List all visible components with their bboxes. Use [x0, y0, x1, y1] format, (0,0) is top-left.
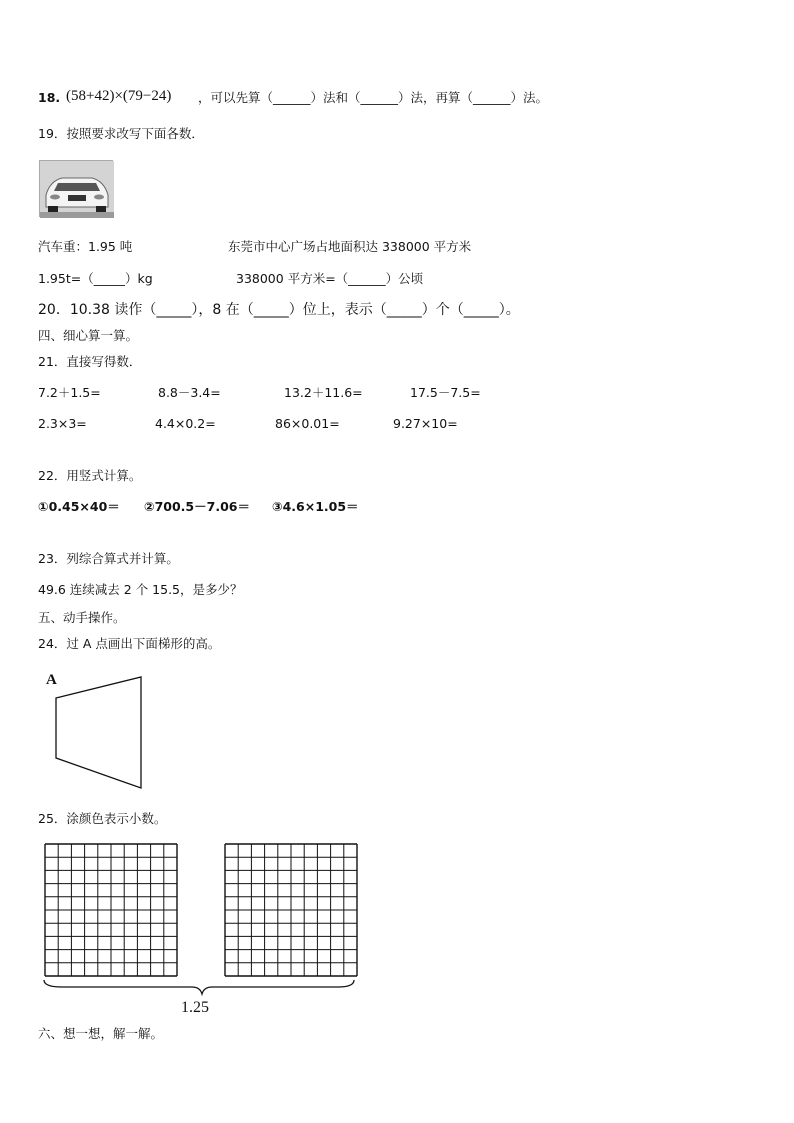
q21-r1-c3: 13.2＋11.6= — [284, 385, 363, 400]
q19-left-label: 汽车重：1.95 吨 — [38, 239, 133, 254]
hundred-grid-left[interactable] — [45, 844, 177, 976]
q21-r2-c3: 86×0.01= — [275, 416, 340, 431]
q20-text: 20．10.38 读作（_____），8 在（_____）位上，表示（_____）个（_____）。 — [38, 302, 520, 318]
car-photo-icon — [39, 160, 113, 217]
q21-r1-c4: 17.5－7.5= — [410, 385, 481, 400]
section-6-title: 六、想一想，解一解。 — [38, 1026, 164, 1041]
q21-title: 21．直接写得数． — [38, 354, 142, 369]
hundred-grid-right[interactable] — [225, 844, 357, 976]
q25-value: 1.25 — [181, 999, 209, 1016]
q18-expression: (58+42)×(79−24) — [66, 88, 172, 104]
q24-title: 24．过 A 点画出下面梯形的高。 — [38, 636, 221, 651]
q23-title: 23．列综合算式并计算。 — [38, 551, 179, 566]
q21-r2-c1: 2.3×3= — [38, 416, 87, 431]
q22-title: 22．用竖式计算。 — [38, 468, 142, 483]
q18-text: ，可以先算（______）法和（______）法，再算（______）法。 — [198, 90, 549, 105]
section-4-title: 四、细心算一算。 — [38, 328, 139, 343]
q19-right-question: 338000 平方米=（______）公顷 — [236, 271, 424, 286]
q25-title: 25．涂颜色表示小数。 — [38, 811, 167, 826]
q19-right-label: 东莞市中心广场占地面积达 338000 平方米 — [228, 239, 472, 254]
q19-left-question: 1.95t=（_____）kg — [38, 271, 153, 286]
q23-question: 49.6 连续减去 2 个 15.5，是多少？ — [38, 582, 243, 597]
section-5-title: 五、动手操作。 — [38, 610, 126, 625]
q21-r1-c2: 8.8－3.4= — [158, 385, 221, 400]
q19-title: 19．按照要求改写下面各数． — [38, 126, 204, 141]
q18-number: 18. — [38, 90, 61, 105]
q21-r1-c1: 7.2＋1.5= — [38, 385, 101, 400]
q21-r2-c2: 4.4×0.2= — [155, 416, 216, 431]
q22-item-2: ②700.5－7.06＝ — [144, 499, 250, 514]
brace-icon — [42, 978, 362, 998]
q22-item-3: ③4.6×1.05＝ — [272, 499, 359, 514]
q24-point-label: A — [46, 672, 57, 688]
q22-item-1: ①0.45×40＝ — [38, 499, 120, 514]
q21-r2-c4: 9.27×10= — [393, 416, 458, 431]
